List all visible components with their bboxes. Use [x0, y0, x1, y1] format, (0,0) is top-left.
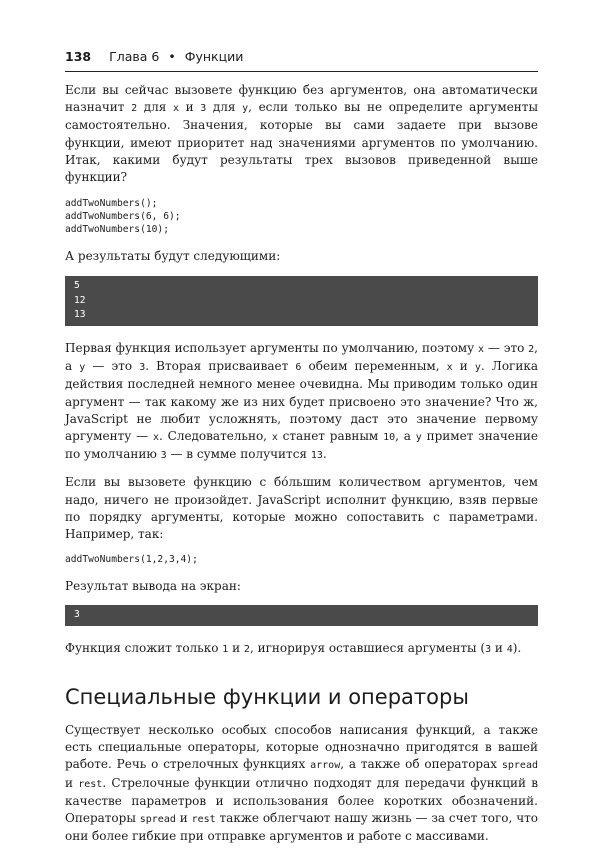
- inline-code: spread: [501, 760, 538, 772]
- inline-code: 3: [160, 450, 167, 462]
- text-run: и: [228, 640, 244, 655]
- text-run: Первая функция использует аргументы по умолчанию, поэтому: [65, 340, 479, 355]
- paragraph-special-functions: [65, 722, 538, 845]
- text-run: обеим переменным,: [301, 359, 447, 374]
- inline-code: 2: [243, 643, 250, 655]
- inline-code: 3: [485, 643, 492, 655]
- text-run: , а: [395, 428, 416, 443]
- text-run: для: [137, 100, 173, 115]
- chapter-title: Функции: [184, 49, 244, 64]
- text-run: станет равным: [277, 428, 384, 443]
- inline-code: 4: [506, 643, 513, 655]
- inline-code: 2: [528, 343, 535, 355]
- text-run: — это: [85, 359, 140, 374]
- text-run: Функция сложит только: [65, 640, 223, 655]
- paragraph-results-intro: А результаты будут следующими:: [65, 249, 281, 264]
- inline-code: x: [152, 431, 159, 443]
- code-example-calls: addTwoNumbers(); addTwoNumbers(6, 6); addTwoNumbers(10);: [65, 198, 181, 236]
- inline-code: 13: [310, 450, 323, 462]
- inline-code: 6: [295, 362, 302, 374]
- inline-code: y: [415, 431, 422, 443]
- inline-code: rest: [191, 814, 216, 826]
- inline-code: y: [474, 362, 481, 374]
- inline-code: y: [79, 362, 86, 374]
- header-rule: [65, 71, 538, 72]
- text-run: , игнорируя оставшиеся аргументы (: [249, 640, 486, 655]
- paragraph-output-intro: Результат вывода на экран:: [65, 579, 241, 594]
- text-run: . Логика действия последней немного менее очевидна. Мы приводим только один аргумент — так какому же из них будет присвоено это значение? Что ж, JavaScript не любит усложнять, поэтому даст это значение первому аргументу —: [65, 359, 538, 443]
- inline-code: y: [242, 103, 249, 115]
- page-content: [65, 82, 538, 845]
- text-run: , а также об операторах: [340, 757, 502, 772]
- paragraph-defaults-intro: [65, 82, 538, 186]
- paragraph-explanation: [65, 340, 538, 464]
- text-run: и: [491, 640, 507, 655]
- inline-code: spread: [139, 814, 176, 826]
- inline-code: 1: [222, 643, 229, 655]
- inline-code: rest: [78, 778, 103, 790]
- header-bullet: •: [168, 49, 176, 64]
- text-run: — в сумме получится: [166, 447, 311, 462]
- inline-code: arrow: [310, 760, 341, 772]
- text-run: и: [178, 100, 201, 115]
- inline-code: 2: [131, 103, 138, 115]
- text-run: Существует несколько особых способов написания функций, а также есть специальные операторы, которые однозначно пригодятся в вашей работе. Речь о стрелочных функциях: [65, 723, 538, 772]
- text-run: и: [175, 811, 192, 826]
- output-block-results: 5 12 13: [65, 276, 538, 326]
- inline-code: 3: [139, 362, 146, 374]
- inline-code: 3: [200, 103, 207, 115]
- running-header: [65, 49, 538, 64]
- text-run: , а: [65, 340, 538, 374]
- text-run: ).: [512, 640, 522, 655]
- code-example-extra-args: addTwoNumbers(1,2,3,4);: [65, 554, 198, 566]
- text-run: и: [65, 775, 79, 790]
- inline-code: x: [172, 103, 179, 115]
- inline-code: 10: [383, 431, 396, 443]
- text-run: примет значение по умолчанию: [65, 428, 538, 462]
- text-run: , если только вы не определите аргументы самостоятельно. Значения, которые вы сами задаете при вызове функции, имеют приоритет над значениями аргументов по умолчанию. Итак, какими будут результаты трех вызовов приведенной выше функции?: [65, 100, 538, 185]
- section-title: Специальные функции и операторы: [65, 685, 469, 710]
- page-number: 138: [65, 49, 92, 64]
- paragraph-sum-result: [65, 640, 538, 658]
- text-run: для: [206, 100, 243, 115]
- text-run: и: [452, 359, 475, 374]
- chapter-label: Глава 6: [109, 49, 160, 64]
- inline-code: x: [478, 343, 485, 355]
- text-run: . Стрелочные функции отлично подходят для передачи функций в качестве параметров и использования более коротких обозначений. Операторы: [65, 775, 539, 826]
- text-run: .: [322, 447, 327, 462]
- inline-code: x: [446, 362, 453, 374]
- text-run: . Следовательно,: [159, 428, 272, 443]
- text-run: . Вторая присваивает: [145, 359, 296, 374]
- output-block-extra: 3: [65, 605, 538, 626]
- text-run: также облегчают нашу жизнь — за счет того, что они более гибкие при отправке аргументов и работе с массивами.: [65, 811, 538, 844]
- text-run: Если вы сейчас вызовете функцию без аргументов, она автоматически назначит: [65, 83, 538, 115]
- text-run: — это: [484, 340, 529, 355]
- paragraph-extra-args: Если вы вызовете функцию с бо́льшим количеством аргументов, чем надо, ничего не произойдет. JavaScript исполнит функцию, взяв первые по порядку аргументы, которые можно сопоставить с параметрами. Например, так:: [65, 475, 538, 541]
- inline-code: x: [271, 431, 278, 443]
